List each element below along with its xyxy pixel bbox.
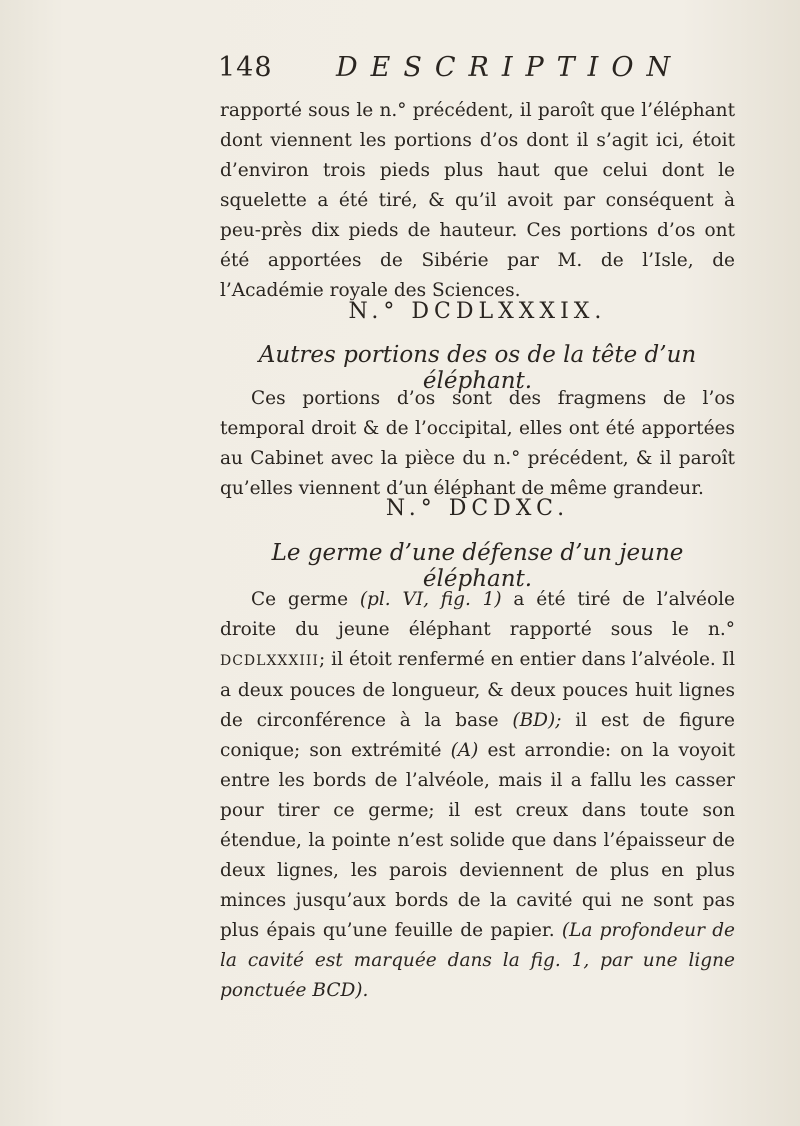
entry-text-2 <box>220 585 735 1006</box>
entry-title-1: Autres portions des os de la tête d’un éléphant. <box>258 342 697 394</box>
entry-title-2: Le germe d’une défense d’un jeune éléphant. <box>271 540 684 592</box>
continued-paragraph <box>220 96 735 306</box>
entry-number-1: N.° DCDLXXXIX. <box>348 299 607 324</box>
plate-reference: (pl. VI, fig. 1) <box>359 589 502 610</box>
entry-body-1 <box>220 384 735 504</box>
figure-letters-bd: (BD); <box>512 710 562 731</box>
page-number: 148 <box>218 52 273 83</box>
entry-text-1: Ces portions d’os sont des fragmens de l’os temporal droit & de l’occipital, elles ont été apportées au Cabinet avec la pièce du n.° précédent, & il paroît qu’elles viennent d’un éléphant de même grandeur. <box>220 388 735 499</box>
running-title: DESCRIPTION <box>336 52 684 83</box>
entry-number-2: N.° DCDXC. <box>385 496 570 521</box>
text-segment: a été tiré de l’alvéole droite du jeune éléphant rapporté sous le n.° <box>220 589 735 640</box>
paragraph-text: rapporté sous le n.° précédent, il paroît que l’éléphant dont viennent les portions d’os dont il s’agit ici, étoit d’environ trois pieds plus haut que celui dont le squelette a été tiré, & qu’il avoit par conséquent à peu-près dix pieds de hauteur. Ces portions d’os ont été apportées de Sibérie par M. de l’Isle, de l’Académie royale des Sciences. <box>220 100 735 301</box>
text-segment: il est de figure conique; son extrémité <box>220 710 736 761</box>
figure-note: (La profondeur de la cavité est marquée dans la fig. 1, par une ligne ponctuée BCD). <box>220 920 735 1001</box>
text-segment: Ce germe <box>251 589 349 610</box>
catalogue-reference: DCDLXXXIII <box>220 653 319 669</box>
page-header <box>218 50 684 90</box>
entry-body-2 <box>220 585 735 1006</box>
text-segment: ; il étoit renfermé en entier dans l’alvéole. Il a deux pouces de longueur, & deux pouces huit lignes de circonférence à la base <box>220 649 735 731</box>
figure-letter-a: (A) <box>450 740 479 761</box>
text-segment: est arrondie: on la voyoit entre les bords de l’alvéole, mais il a fallu les casser pour tirer ce germe; il est creux dans toute son étendue, la pointe n’est solide que dans l’épaisseur de deux lignes, les parois deviennent de plus en plus minces jusqu’aux bords de la cavité qui ne sont pas plus épais qu’une feuille de papier. <box>220 740 735 941</box>
